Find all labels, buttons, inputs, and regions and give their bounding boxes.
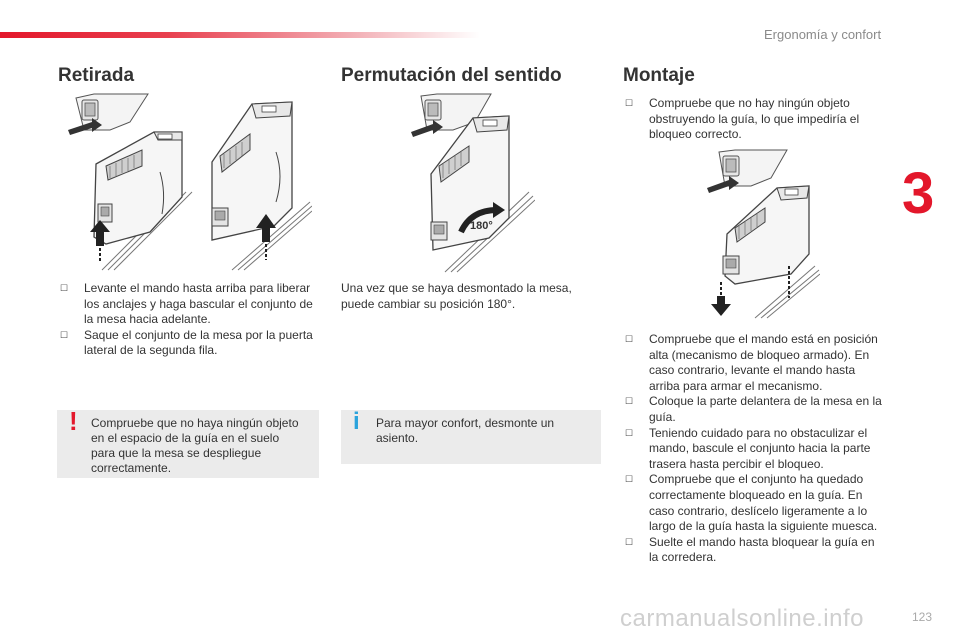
montaje-bullet-list-top bbox=[623, 96, 885, 143]
list-item: ☐ Coloque la parte delantera de la mesa en la guía. bbox=[625, 394, 882, 424]
retirada-bullet-list bbox=[58, 281, 320, 359]
section-title-permutacion: Permutación del sentido bbox=[341, 65, 562, 86]
warning-text: Compruebe que no haya ningún objeto en el espacio de la guía en el suelo para que la mesa se despliegue correctamente. bbox=[91, 416, 299, 475]
check-box-icon: ☐ bbox=[60, 283, 69, 293]
info-note bbox=[341, 410, 601, 464]
check-box-icon: ☐ bbox=[625, 474, 634, 485]
rotation-angle-label: 180° bbox=[470, 220, 493, 232]
list-item: ☐ Teniendo cuidado para no obstaculizar el mando, bascule el conjunto hacia la parte trasera hasta percibir el bloqueo. bbox=[625, 425, 871, 471]
header-accent-bar bbox=[0, 32, 480, 38]
check-box-icon: ☐ bbox=[625, 427, 634, 438]
table-unit-tilted bbox=[723, 186, 809, 284]
mounting-illustration bbox=[705, 148, 820, 320]
check-box-icon: ☐ bbox=[60, 329, 69, 340]
section-title-retirada: Retirada bbox=[58, 65, 135, 86]
list-item: ☐ Compruebe que no hay ningún objeto obstruyendo la guía, lo que impediría el bloqueo correcto. bbox=[625, 96, 860, 142]
inset-seat-illustration bbox=[707, 150, 787, 193]
section-title-montaje: Montaje bbox=[623, 65, 695, 86]
inset-seat-illustration bbox=[68, 94, 148, 135]
removal-illustration bbox=[62, 92, 312, 274]
list-item: ☐ Compruebe que el conjunto ha quedado correctamente bloqueado en la guía. En caso contrario, deslícelo ligeramente a lo largo de la guía hasta la siguiente muesca. bbox=[625, 472, 878, 534]
montaje-bullet-list bbox=[623, 332, 885, 566]
list-item: ☐ Saque el conjunto de la mesa por la puerta lateral de la segunda fila. bbox=[60, 327, 313, 358]
permutacion-text: Una vez que se haya desmontado la mesa, puede cambiar su posición 180°. bbox=[341, 281, 572, 311]
check-box-icon: ☐ bbox=[625, 334, 634, 344]
rotation-illustration bbox=[405, 92, 535, 274]
table-unit-tilted bbox=[94, 132, 182, 244]
list-item: ☐ Levante el mando hasta arriba para liberar los anclajes y haga bascular el conjunto de la mesa hacia adelante. bbox=[60, 281, 313, 327]
info-icon: i bbox=[353, 408, 360, 435]
exclamation-icon: ! bbox=[69, 406, 78, 436]
list-item: ☐ Suelte el mando hasta bloquear la guía en la corredera. bbox=[625, 534, 875, 565]
watermark: carmanualsonline.info bbox=[620, 605, 864, 632]
check-box-icon: ☐ bbox=[625, 396, 634, 407]
info-text: Para mayor confort, desmonte un asiento. bbox=[376, 416, 555, 445]
page-number: 123 bbox=[912, 610, 933, 624]
warning-note bbox=[57, 406, 319, 478]
check-box-icon: ☐ bbox=[625, 98, 634, 108]
list-item: ☐ Compruebe que el mando está en posición alta (mecanismo de bloqueo armado). En caso contrario, levante el mando hasta arriba para armar el mecanismo. bbox=[625, 332, 878, 393]
check-box-icon: ☐ bbox=[625, 536, 634, 547]
table-unit-upright bbox=[212, 102, 292, 240]
chapter-title: Ergonomía y confort bbox=[764, 27, 882, 42]
chapter-number: 3 bbox=[902, 161, 935, 226]
